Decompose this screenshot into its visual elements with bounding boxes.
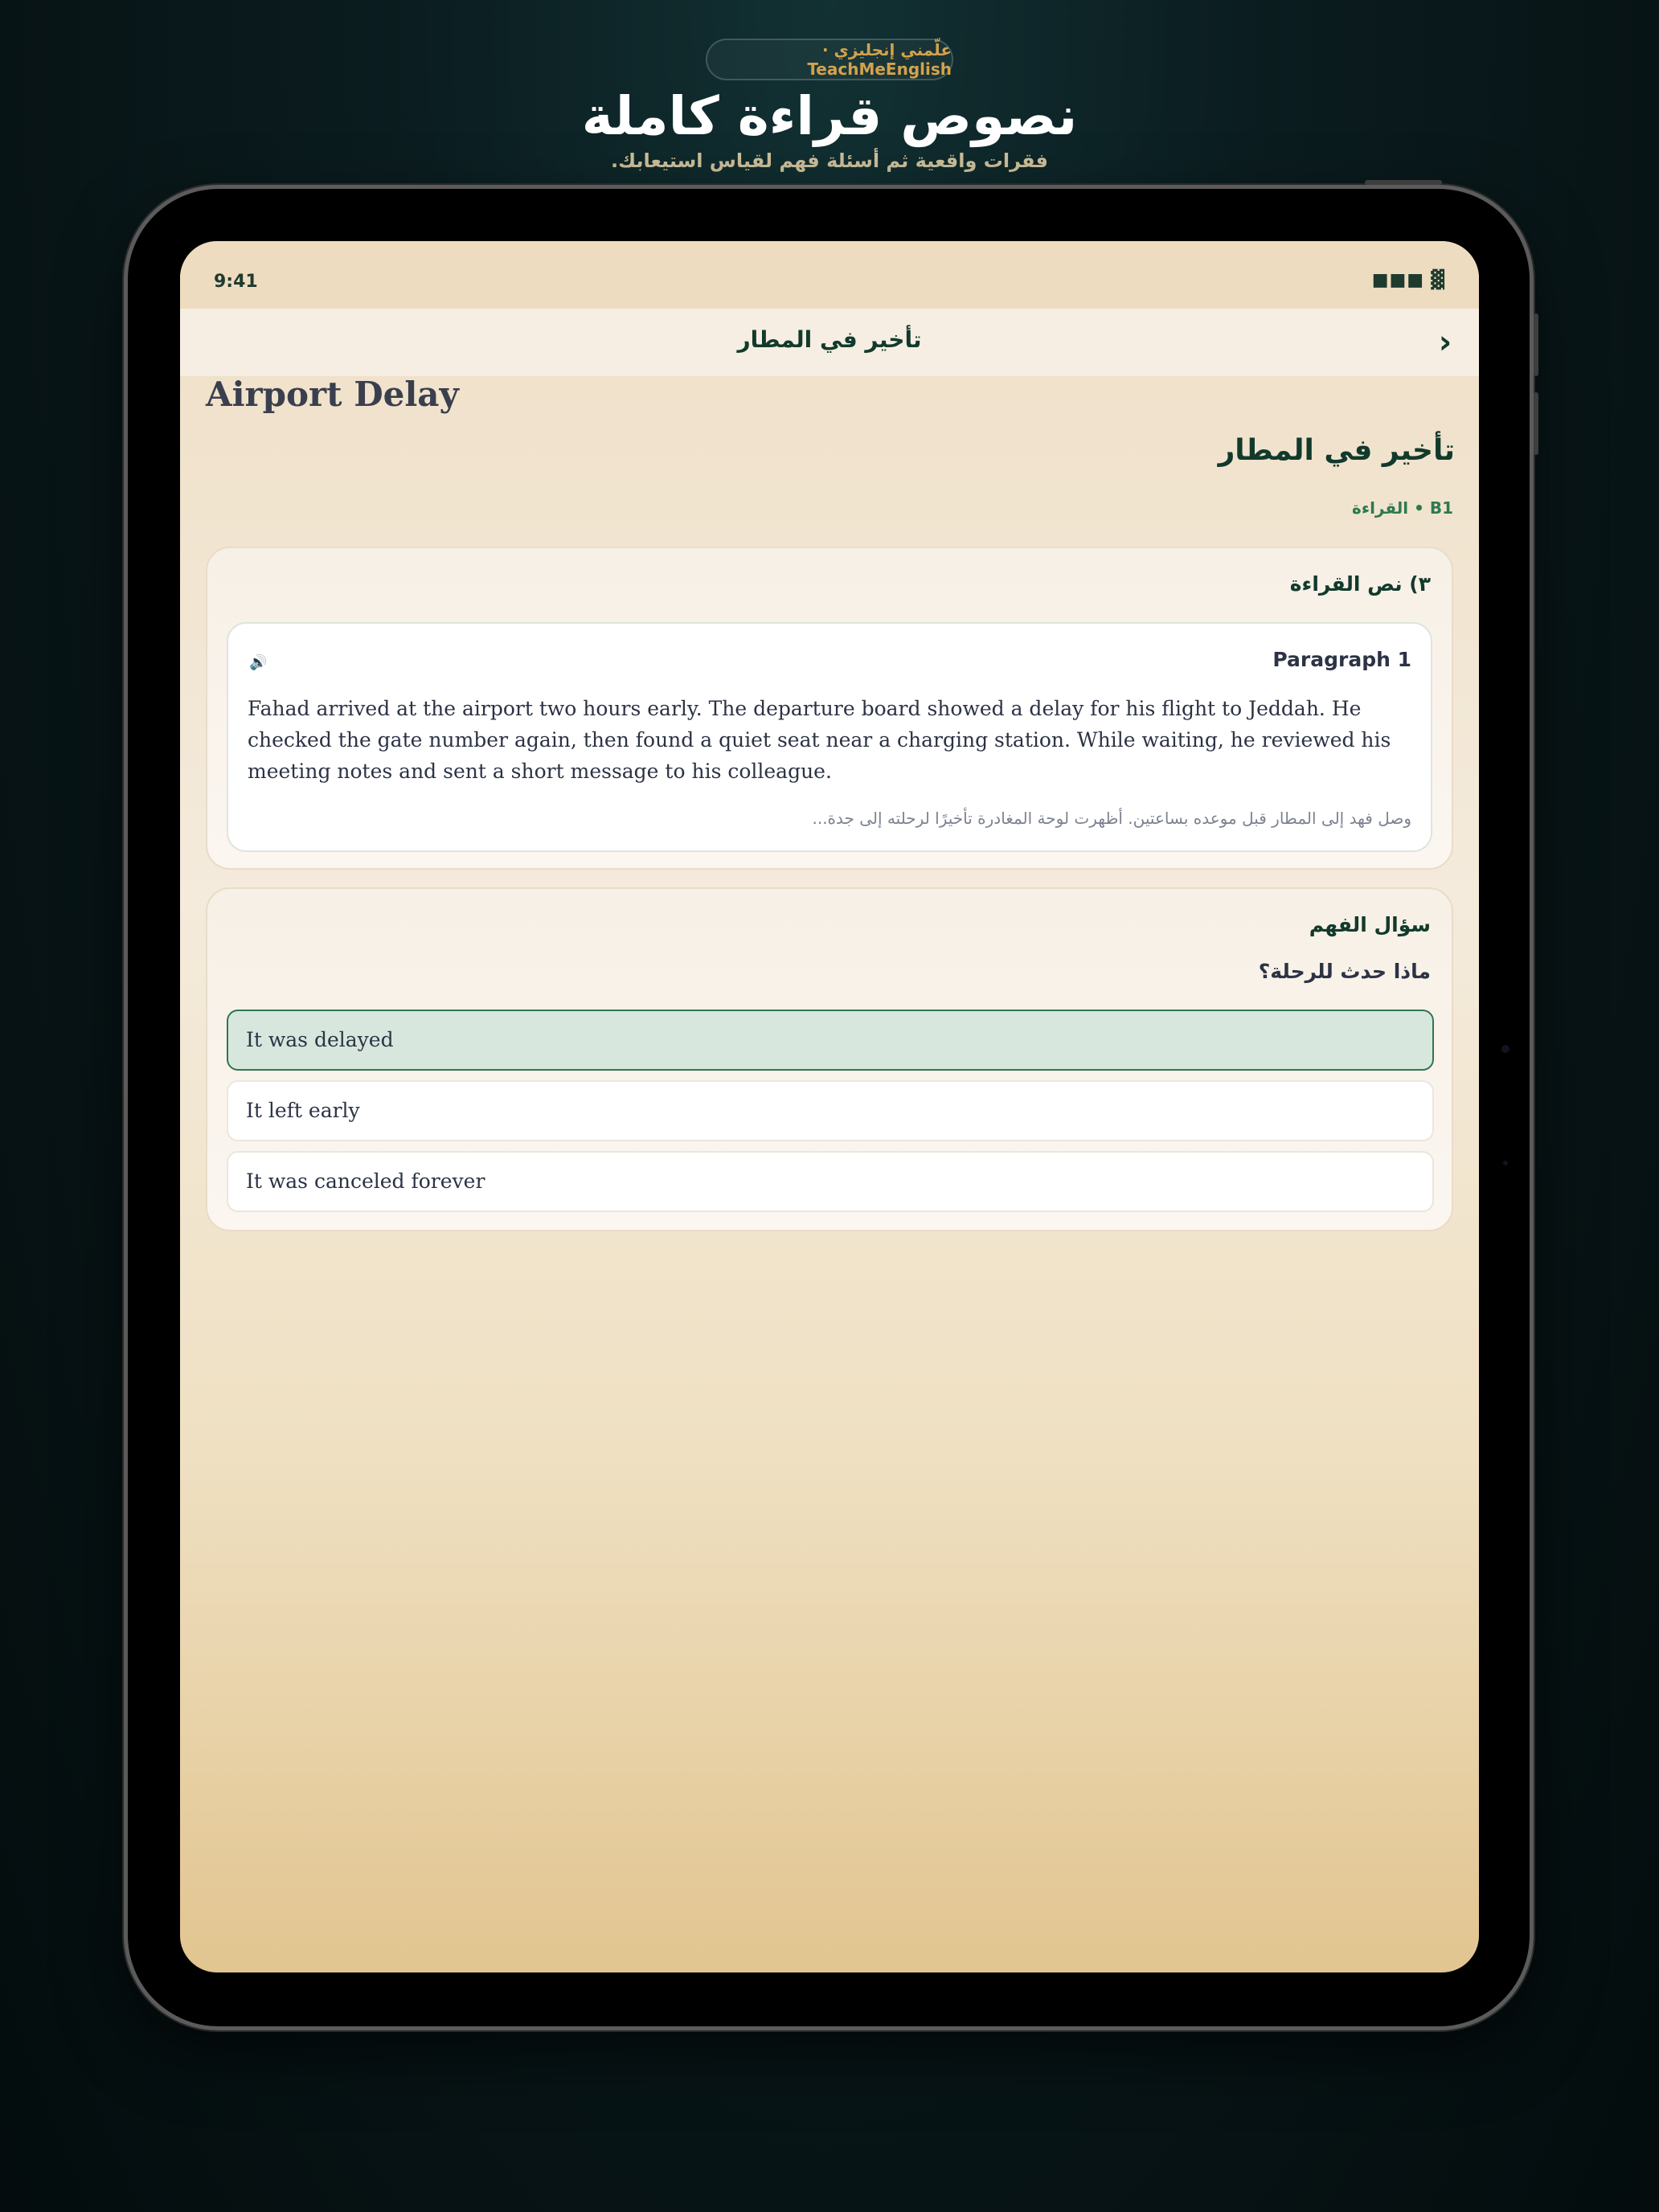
lesson-title-ar: تأخير في المطار	[1218, 434, 1455, 467]
question-text: ماذا حدث للرحلة؟	[1258, 960, 1431, 983]
brand-pill	[706, 39, 953, 80]
nav-bar	[180, 309, 1479, 376]
reading-card	[206, 547, 1453, 870]
top-button	[1365, 180, 1442, 185]
status-bar	[180, 241, 1479, 309]
reading-heading: ٣) نص القراءة	[1289, 572, 1431, 596]
answer-option-canceled[interactable]: It was canceled forever	[227, 1151, 1434, 1212]
question-card	[206, 887, 1453, 1231]
signal-battery-icon: ■■■ ▓	[1371, 270, 1445, 290]
question-heading: سؤال الفهم	[1309, 913, 1431, 936]
speaker-icon[interactable]: 🔊	[249, 654, 268, 671]
brand-label: علّمني إنجليزي · TeachMeEnglish	[807, 40, 952, 79]
camera-dot	[1501, 1045, 1509, 1053]
answer-option-delayed[interactable]: It was delayed	[227, 1010, 1434, 1071]
paragraph-translation: وصل فهد إلى المطار قبل موعده بساعتين. أظهرت لوحة المغادرة تأخيرًا لرحلته إلى جدة...	[812, 809, 1411, 828]
back-button[interactable]	[1429, 323, 1461, 362]
volume-up-button	[1534, 313, 1538, 376]
app-screen	[180, 241, 1479, 1972]
lesson-title-en: Airport Delay	[206, 375, 459, 414]
paragraph-label: Paragraph 1	[1272, 648, 1411, 671]
volume-down-button	[1534, 392, 1538, 455]
hero-title: نصوص قراءة كاملة	[581, 85, 1078, 147]
lesson-meta: B1 • القراءة	[1352, 498, 1453, 518]
chevron-right-icon: ›	[1438, 324, 1452, 361]
sensor-dot	[1503, 1161, 1508, 1165]
paragraph-box	[227, 622, 1432, 852]
paragraph-text: Fahad arrived at the airport two hours early. The departure board showed a delay for his flight to Jeddah. He checked the gate number again, then found a quiet seat near a charging station. While waiting, he reviewed his meeting notes and sent a short message to his colleague.	[248, 697, 1391, 783]
status-time: 9:41	[214, 272, 258, 292]
nav-title: تأخير في المطار	[737, 326, 922, 353]
answer-option-left-early[interactable]: It left early	[227, 1080, 1434, 1141]
hero-subtitle: فقرات واقعية ثم أسئلة فهم لقياس استيعابك.	[610, 150, 1048, 172]
